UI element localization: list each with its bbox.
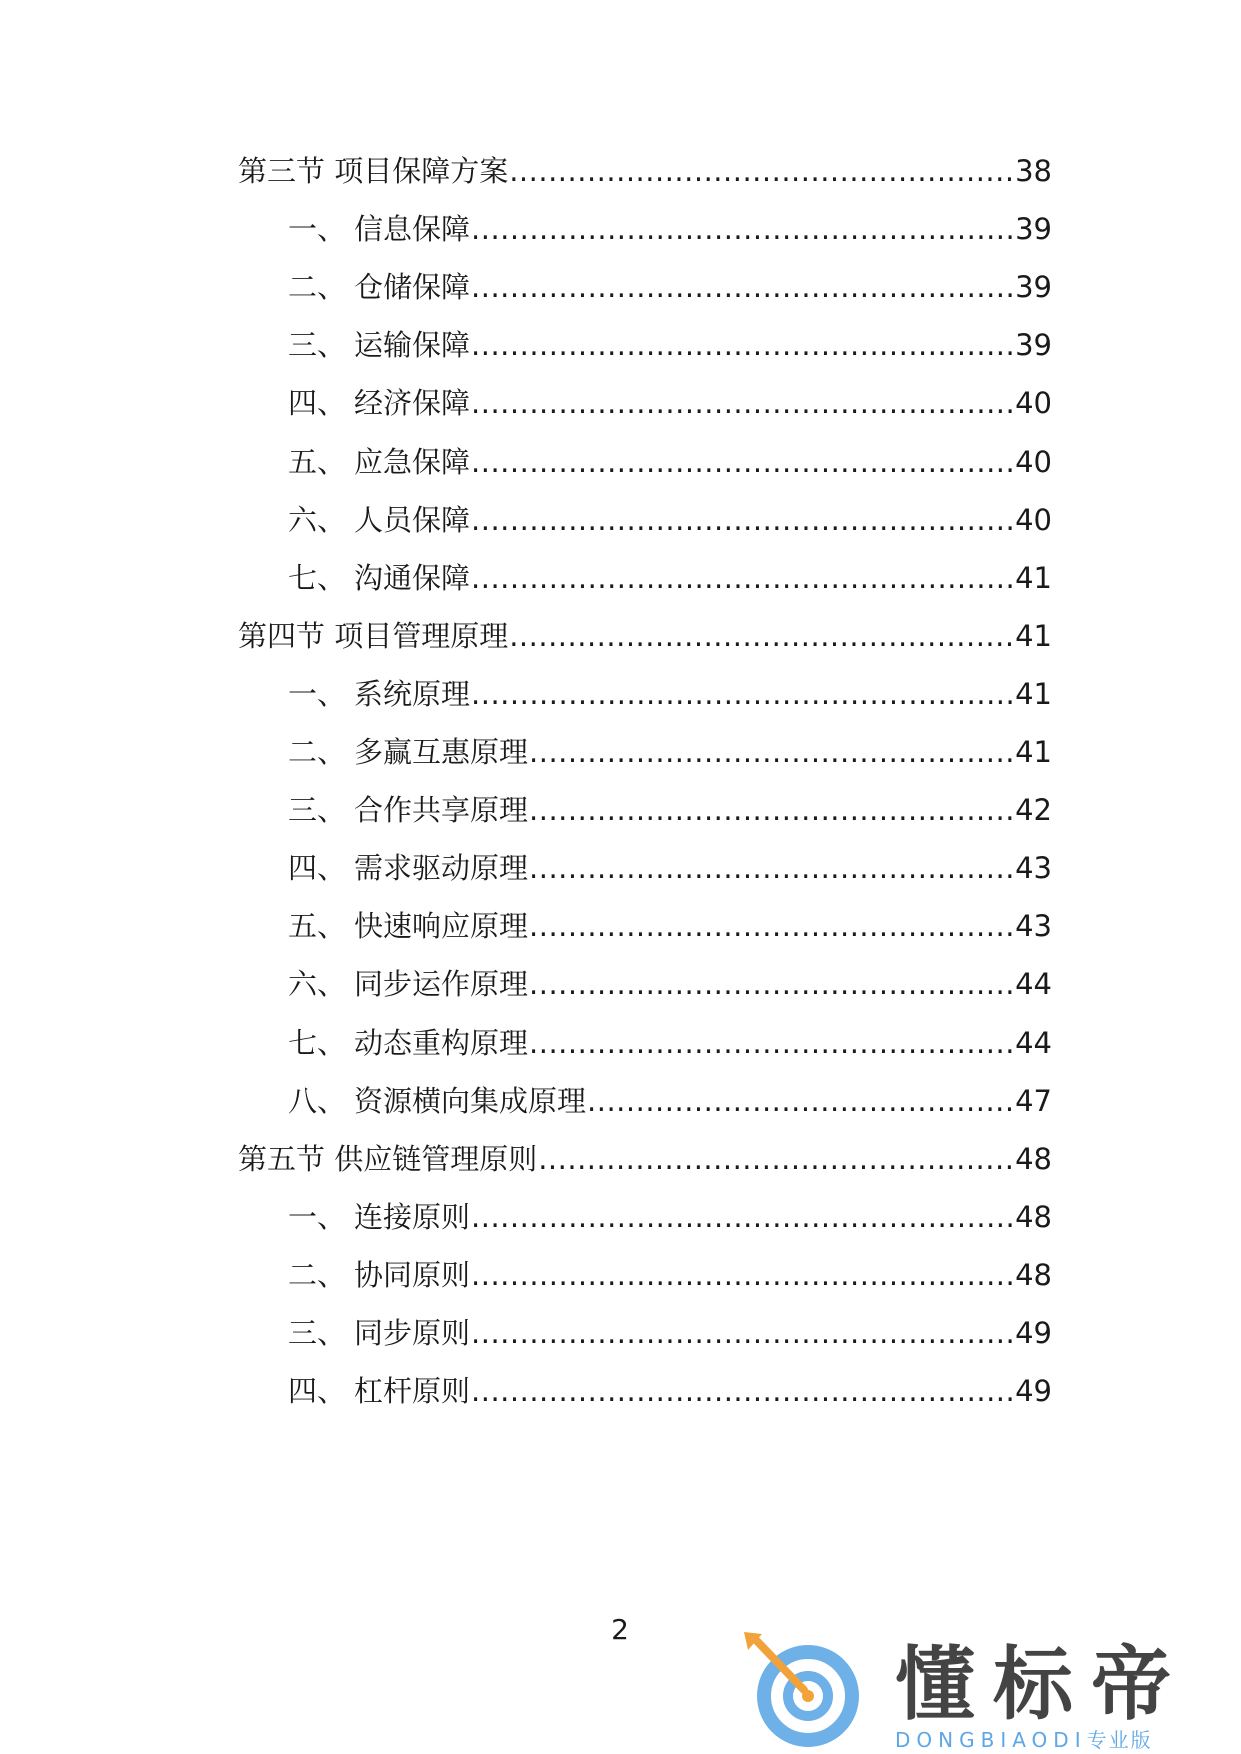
- toc-dot-leader: [471, 500, 1014, 540]
- toc-entry-number: 一、: [288, 212, 347, 246]
- toc-entry-number: 四、: [288, 386, 347, 420]
- toc-entry-title: 经济保障: [354, 386, 471, 420]
- toc-entry-number: 三、: [288, 793, 347, 827]
- toc-dot-leader: [471, 674, 1014, 714]
- toc-entry-number: 六、: [288, 967, 347, 1001]
- toc-dot-leader: [471, 1313, 1014, 1353]
- toc-entry-number: 五、: [288, 445, 347, 479]
- toc-entry-number: 二、: [288, 735, 347, 769]
- toc-entry[interactable]: [288, 500, 1052, 540]
- toc-entry-page: 40: [1015, 445, 1052, 479]
- target-dart-icon: [740, 1630, 870, 1754]
- toc-dot-leader: [529, 906, 1014, 946]
- toc-entry[interactable]: [288, 1313, 1052, 1353]
- toc-entry-page: 49: [1015, 1374, 1052, 1408]
- toc-dot-leader: [471, 1197, 1014, 1237]
- page-number: 2: [611, 1613, 629, 1646]
- toc-entry-title: 多赢互惠原理: [354, 735, 529, 769]
- toc-entry-number: 四、: [288, 851, 347, 885]
- toc-entry[interactable]: [288, 790, 1052, 830]
- toc-dot-leader: [587, 1081, 1014, 1121]
- toc-entry-title: 协同原则: [354, 1258, 471, 1292]
- toc-dot-leader: [471, 325, 1014, 365]
- toc-entry-title: 同步运作原理: [354, 967, 529, 1001]
- toc-entry-page: 49: [1015, 1316, 1052, 1350]
- toc-entry-number: 五、: [288, 909, 347, 943]
- toc-entry-page: 44: [1015, 1026, 1052, 1060]
- toc-dot-leader: [529, 964, 1014, 1004]
- toc-entry-title: 信息保障: [354, 212, 471, 246]
- toc-entry-page: 41: [1015, 677, 1052, 711]
- toc-entry-number: 三、: [288, 328, 347, 362]
- toc-entry[interactable]: [288, 209, 1052, 249]
- toc-entry-page: 43: [1015, 851, 1052, 885]
- toc-dot-leader: [471, 1371, 1014, 1411]
- toc-entry[interactable]: [288, 848, 1052, 888]
- toc-entry-page: 39: [1015, 270, 1052, 304]
- toc-entry-title: 需求驱动原理: [354, 851, 529, 885]
- toc-entry-page: 39: [1015, 212, 1052, 246]
- toc-dot-leader: [471, 383, 1014, 423]
- watermark: [740, 1630, 1241, 1754]
- toc-entry-title: 杠杆原则: [354, 1374, 471, 1408]
- watermark-latin: DONGBIAODI: [895, 1728, 1087, 1752]
- toc-dot-leader: [471, 267, 1014, 307]
- toc-dot-leader: [529, 732, 1014, 772]
- toc-entry-page: 39: [1015, 328, 1052, 362]
- toc-entry-page: 40: [1015, 503, 1052, 537]
- toc-entry-title: 运输保障: [354, 328, 471, 362]
- toc-entry-number: 六、: [288, 503, 347, 537]
- toc-entry[interactable]: [288, 964, 1052, 1004]
- toc-dot-leader: [509, 151, 1014, 191]
- toc-entry-title: 系统原理: [354, 677, 471, 711]
- toc-entry-page: 38: [1015, 154, 1052, 188]
- toc-dot-leader: [471, 442, 1014, 482]
- toc-entry-page: 48: [1015, 1200, 1052, 1234]
- toc-entry-title: 动态重构原理: [354, 1026, 529, 1060]
- toc-entry-title: 快速响应原理: [354, 909, 529, 943]
- toc-entry-page: 43: [1015, 909, 1052, 943]
- toc-entry-title: 仓储保障: [354, 270, 471, 304]
- toc-entry[interactable]: [238, 616, 1052, 656]
- toc-entry[interactable]: [288, 674, 1052, 714]
- toc-entry[interactable]: [288, 442, 1052, 482]
- toc-entry-number: 四、: [288, 1374, 347, 1408]
- toc-entry-number: 一、: [288, 677, 347, 711]
- toc-entry[interactable]: [288, 732, 1052, 772]
- toc-entry-number: 七、: [288, 561, 347, 595]
- toc-dot-leader: [538, 1139, 1014, 1179]
- toc-entry-page: 42: [1015, 793, 1052, 827]
- toc-entry-title: 沟通保障: [354, 561, 471, 595]
- watermark-subtitle: [895, 1728, 1153, 1752]
- toc-dot-leader: [471, 209, 1014, 249]
- toc-entry-title: 第五节 供应链管理原则: [238, 1142, 538, 1176]
- toc-entry-page: 48: [1015, 1258, 1052, 1292]
- toc-entry-number: 一、: [288, 1200, 347, 1234]
- toc-entry-number: 三、: [288, 1316, 347, 1350]
- toc-entry[interactable]: [288, 267, 1052, 307]
- toc-entry[interactable]: [288, 1023, 1052, 1063]
- toc-entry[interactable]: [238, 151, 1052, 191]
- toc-entry-page: 41: [1015, 619, 1052, 653]
- toc-entry-page: 47: [1015, 1084, 1052, 1118]
- watermark-brand: 懂标帝: [895, 1638, 1189, 1731]
- toc-entry-page: 40: [1015, 386, 1052, 420]
- toc-entry-number: 七、: [288, 1026, 347, 1060]
- toc-entry-title: 连接原则: [354, 1200, 471, 1234]
- toc-entry-title: 第四节 项目管理原理: [238, 619, 509, 653]
- toc-entry[interactable]: [288, 1081, 1052, 1121]
- toc-entry-number: 二、: [288, 270, 347, 304]
- toc-entry[interactable]: [288, 906, 1052, 946]
- toc-entry[interactable]: [288, 1371, 1052, 1411]
- toc-entry[interactable]: [288, 383, 1052, 423]
- toc-entry-title: 同步原则: [354, 1316, 471, 1350]
- toc-entry[interactable]: [288, 558, 1052, 598]
- toc-dot-leader: [471, 558, 1014, 598]
- toc-entry-page: 41: [1015, 735, 1052, 769]
- toc-dot-leader: [471, 1255, 1014, 1295]
- toc-dot-leader: [529, 1023, 1014, 1063]
- toc-entry-title: 合作共享原理: [354, 793, 529, 827]
- toc-entry[interactable]: [288, 1255, 1052, 1295]
- toc-entry-number: 二、: [288, 1258, 347, 1292]
- watermark-edition: 专业版: [1086, 1728, 1153, 1752]
- toc-entry-page: 44: [1015, 967, 1052, 1001]
- toc-dot-leader: [529, 848, 1014, 888]
- toc-entry-title: 人员保障: [354, 503, 471, 537]
- toc-dot-leader: [529, 790, 1014, 830]
- toc-entry[interactable]: [288, 1197, 1052, 1237]
- toc-entry-number: 八、: [288, 1084, 347, 1118]
- toc-entry[interactable]: [288, 325, 1052, 365]
- toc-entry-page: 48: [1015, 1142, 1052, 1176]
- toc-entry[interactable]: [238, 1139, 1052, 1179]
- toc-entry-title: 应急保障: [354, 445, 471, 479]
- toc-entry-title: 第三节 项目保障方案: [238, 154, 509, 188]
- toc-dot-leader: [509, 616, 1014, 656]
- toc-entry-title: 资源横向集成原理: [354, 1084, 587, 1118]
- toc-entry-page: 41: [1015, 561, 1052, 595]
